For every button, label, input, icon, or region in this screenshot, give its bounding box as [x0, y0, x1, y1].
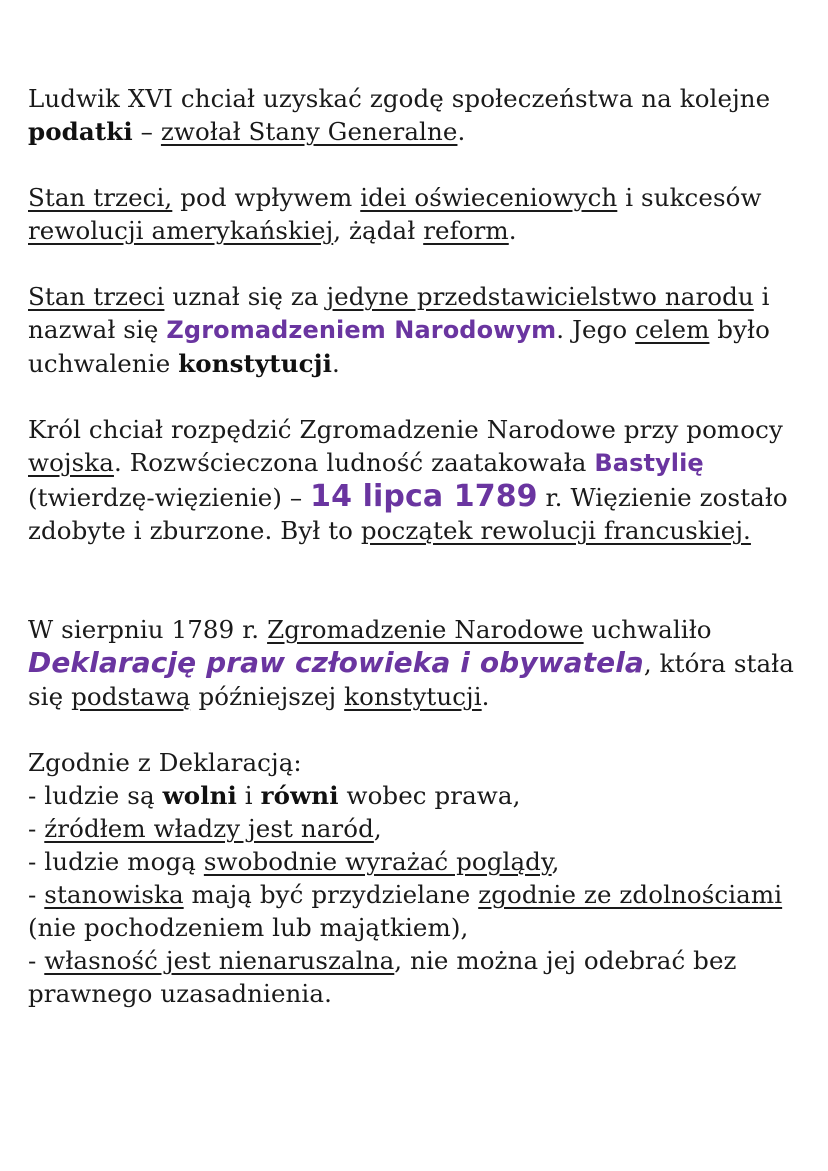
list-item-property: [28, 944, 818, 1010]
text: , żądał: [333, 216, 424, 245]
text: mają być przydzielane: [183, 880, 479, 909]
spacer: [28, 247, 818, 280]
document-body: [28, 82, 818, 1010]
text: uznał się za: [164, 282, 327, 311]
text: .: [332, 349, 340, 378]
list-item-sovereignty: [28, 812, 818, 845]
underlined-phrase: początek rewolucji francuskiej.: [360, 516, 751, 545]
highlighted-title: Deklarację praw człowieka i obywatela: [28, 646, 644, 679]
underlined-phrase: Stan trzeci,: [28, 183, 173, 212]
highlighted-term: Zgromadzeniem Narodowym: [166, 316, 557, 344]
underlined-phrase: konstytucji: [344, 682, 482, 711]
list-item-freedom-equality: [28, 779, 818, 812]
text: , która stała się: [28, 649, 794, 711]
underlined-phrase: reform: [423, 216, 509, 245]
text: - ludzie mogą: [28, 847, 204, 876]
underlined-phrase: wojska: [28, 448, 114, 477]
underlined-phrase: swobodnie wyrażać poglądy: [203, 847, 552, 876]
bold-term: podatki: [28, 117, 133, 146]
text: - ludzie są: [28, 781, 163, 810]
underlined-phrase: idei oświeceniowych: [360, 183, 618, 212]
underlined-phrase: zwołał Stany Generalne: [160, 117, 458, 146]
text: ,: [373, 814, 382, 843]
text: W sierpniu 1789 r.: [28, 615, 268, 644]
text: Ludwik XVI chciał uzyskać zgodę społeczeństwa na kolejne: [28, 84, 771, 113]
underlined-phrase: źródłem władzy jest naród: [44, 814, 374, 843]
list-item-free-speech: [28, 845, 818, 878]
list-intro: Zgodnie z Deklaracją:: [28, 748, 302, 777]
underlined-phrase: celem: [635, 315, 710, 344]
underlined-phrase: rewolucji amerykańskiej: [28, 216, 334, 245]
bold-term: konstytucji: [178, 349, 332, 378]
bold-term: wolni: [162, 781, 237, 810]
underlined-phrase: Stan trzeci: [28, 282, 165, 311]
paragraph-third-estate: [28, 181, 818, 247]
underlined-phrase: stanowiska: [44, 880, 184, 909]
text: pod wpływem: [172, 183, 361, 212]
text: i sukcesów: [617, 183, 762, 212]
spacer: [28, 148, 818, 181]
text: Król chciał rozpędzić Zgromadzenie Narodowe przy pomocy: [28, 415, 783, 444]
bold-term: równi: [260, 781, 339, 810]
text: r. Więzienie zostało zdobyte i zburzone. Był to: [28, 483, 788, 545]
text: .: [508, 216, 517, 245]
spacer: [28, 713, 818, 746]
text: , nie można jej odebrać bez prawnego uzasadnienia.: [28, 946, 737, 1008]
text: wobec prawa,: [338, 781, 521, 810]
paragraph-national-assembly: [28, 280, 818, 380]
underlined-phrase: własność jest nienaruszalna: [44, 946, 395, 975]
text: -: [28, 946, 45, 975]
underlined-phrase: podstawą: [71, 682, 191, 711]
text: i: [236, 781, 261, 810]
text: (twierdzę-więzienie) –: [28, 483, 311, 512]
text: -: [28, 814, 45, 843]
text: .: [481, 682, 490, 711]
text: .: [457, 117, 466, 146]
text: i nazwał się: [28, 282, 770, 344]
paragraph-estates-general: [28, 82, 818, 148]
highlighted-term: Bastylię: [594, 449, 704, 477]
text: -: [28, 880, 45, 909]
text: (nie pochodzeniem lub majątkiem),: [28, 913, 469, 942]
text: ,: [551, 847, 560, 876]
highlighted-date: 14 lipca 1789: [310, 479, 538, 514]
underlined-phrase: zgodnie ze zdolnościami: [478, 880, 783, 909]
paragraph-bastille: [28, 413, 818, 547]
text: uchwaliło: [583, 615, 712, 644]
text: późniejszej: [190, 682, 345, 711]
text: –: [132, 117, 161, 146]
underlined-phrase: jedyne przedstawicielstwo narodu: [326, 282, 754, 311]
paragraph-declaration: [28, 613, 818, 713]
underlined-phrase: Zgromadzenie Narodowe: [267, 615, 584, 644]
list-item-positions: [28, 878, 818, 944]
text: . Jego: [556, 315, 636, 344]
spacer: [28, 380, 818, 413]
text: . Rozwścieczona ludność zaatakowała: [113, 448, 595, 477]
text: było uchwalenie: [28, 315, 770, 378]
spacer: [28, 547, 818, 613]
